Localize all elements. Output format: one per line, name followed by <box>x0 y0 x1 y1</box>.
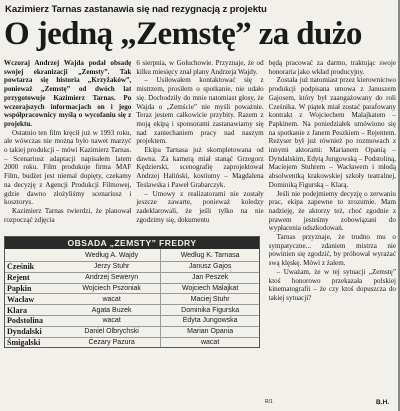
cast-row <box>5 337 259 347</box>
role-header <box>5 249 63 262</box>
article-paragraph: Ostatnio ten film kręcił już w 1993 roku, ale wówczas nie można było nawet marzyć o takiej produkcji – mówi Kazimierz Tarnas. – Scenariusz adaptacji napisałem latem 2000 roku. Film produkuje firma MAF Film, budżet jest niemal dopięty, czekamy na decyzję z Agencji Produkcji Filmowej, gdzie dawno złożyliśmy scenariusz i kosztorys. <box>4 128 132 207</box>
article-paragraph: będą pracować za darmo, traktując swoje honoraria jako wkład producyjny. <box>268 59 396 76</box>
cast-wajda-actor: wacat <box>63 294 161 305</box>
cast-wajda-actor: Agata Buzek <box>63 305 161 316</box>
article-lead: Wczoraj Andrzej Wajda podał obsadę swojej ekranizacji „Zemsty”. Tak powtarza się historia „Krzyżaków”, ponieważ „Zemstę” od dwóch lat przygotowuje Kazimierz Tarnas. Po wczorajszych informacjach on i jego współpracownicy myślą o wycofaniu się z projektu. <box>4 59 132 128</box>
article-paragraph: 6 sierpnia, w Gołuchowie. Przyznaje, że od kilku miesięcy znał plany Andrzeja Wajdy. <box>136 59 264 76</box>
cast-box-title: OBSADA „ZEMSTY” FREDRY <box>5 237 259 249</box>
cast-tarnas-actor: Maciej Stuhr <box>161 294 259 305</box>
cast-wajda-actor: wacat <box>63 315 161 326</box>
cast-wajda-actor: Wojciech Pszoniak <box>63 283 161 294</box>
cast-wajda-actor: Daniel Olbrychski <box>63 326 161 337</box>
cast-tarnas-actor: Marian Opania <box>161 326 259 337</box>
cast-tarnas-actor: wacat <box>161 337 259 347</box>
cast-tarnas-actor: Dominika Figurska <box>161 305 259 316</box>
cast-role: Rejent <box>5 272 63 283</box>
cast-role: Klara <box>5 305 63 316</box>
cast-row <box>5 272 259 283</box>
cast-wajda-actor: Jerzy Stuhr <box>63 262 161 273</box>
page-mark: R/1 <box>265 399 273 405</box>
cast-row <box>5 326 259 337</box>
article-paragraph: – Usiłowałem kontaktować się z mistrzem, prosiłem o spotkanie, nie udało się. Dochodziły do mnie natomiast głosy, że Wajda o „Zemście” nie myśli poważnie. Teraz jestem całkowicie przybity. Razem z moją ekipą i sponsorami zastanawiamy się nad zaniechaniem pracy nad naszym projektem. <box>136 76 264 146</box>
article-paragraph: – Umowy z realizatorami nie zostały jeszcze zawarte, ponieważ koledzy zadeklarowali, że jeśli tylko na nie zgodzimy się, dokumentu <box>136 189 264 224</box>
cast-row <box>5 294 259 305</box>
author-signature: B.H. <box>376 399 390 406</box>
article-paragraph: Jeśli nie podejmiemy decyzję o zerwaniu prac, ekipa zapewne to zrozumie. Mam nadzieję, że aktorzy też, choć zgodnie z prawem jesteśmy zobowiązani do wypłacenia odszkodowań. <box>268 189 396 233</box>
article-headline: O jedną „Zemstę” za dużo <box>4 16 362 52</box>
cast-tarnas-actor: Janusz Gajos <box>161 262 259 273</box>
cast-table-body <box>5 262 259 348</box>
article-kicker: Kazimierz Tarnas zastanawia się nad rezygnacją z projektu <box>5 4 267 15</box>
cast-tarnas-actor: Jan Peszek <box>161 272 259 283</box>
article-column-1 <box>4 59 131 233</box>
cast-wajda-actor: Andrzej Seweryn <box>63 272 161 283</box>
cast-row <box>5 305 259 316</box>
article-body <box>4 59 396 406</box>
cast-box <box>4 236 260 348</box>
cast-role: Dyndalski <box>5 326 63 337</box>
cast-role: Cześnik <box>5 262 63 273</box>
cast-tarnas-actor: Wojciech Malajkat <box>161 283 259 294</box>
cast-table <box>5 249 259 347</box>
cast-tarnas-actor: Edyta Jungowska <box>161 315 259 326</box>
cast-role: Podstolina <box>5 315 63 326</box>
article-paragraph: – Uważam, że w tej sytuacji „Zemstę” ktoś honorowo przekazała polskiej kinematografii – że czy ktoś dopuszcza do takiej sytuacji? <box>268 267 396 302</box>
cast-row <box>5 262 259 273</box>
article-paragraph: Została już natomiast przez kierownictwo produkcji podpisana umowa z Januszem Gajosem, który był zaangażowany do roli Cześnika. W piątek miał zostać parafowany kontrakt z Wojciechem Malajkatem – Papkinem. Na poniedziałek umówiono się na spotkanie z Janem Peszkiem – Rejentem. Reżyser był już również po rozmowach z innymi aktorami: Marianem Opanią – Dyndalskim, Edytą Jungowską – Podstoliną, Maciejem Stuhrem – Wacławem i młodą absolwentką krakowskiej szkoły teatralnej, Dominiką Figurską – Klarą. <box>268 76 396 189</box>
article-paragraph: Tarnas przyznaje, że trudno mu o sympatyczne... zdaniem mistrza nie powinien się zgodzić, by próbował wyrażać swą klęskę. Mówi z żalem. <box>268 233 396 268</box>
cast-role: Śmigalski <box>5 337 63 347</box>
cast-role: Wacław <box>5 294 63 305</box>
tarnas-header: Według K. Tarnasa <box>161 249 259 262</box>
wajda-header: Według A. Wajdy <box>85 251 139 259</box>
cast-row <box>5 315 259 326</box>
cast-table-header <box>5 249 259 262</box>
cast-role: Papkin <box>5 283 63 294</box>
article-paragraph: Kazimierz Tarnas twierdzi, że planował rozpocząć zdjęcia <box>4 206 132 224</box>
article-column-3 <box>269 59 396 406</box>
cast-wajda-actor: Cezary Pazura <box>63 337 161 347</box>
article-paragraph: Ekipa Tarnasa już skompletowana od dawna. Za kamerą miał stanąć Grzegorz Kędzierski, scenografię zaprojektował Andrzej Haliński, kostiumy – Magdalena Teslawska i Paweł Grabarczyk. <box>136 146 264 189</box>
cast-row <box>5 283 259 294</box>
